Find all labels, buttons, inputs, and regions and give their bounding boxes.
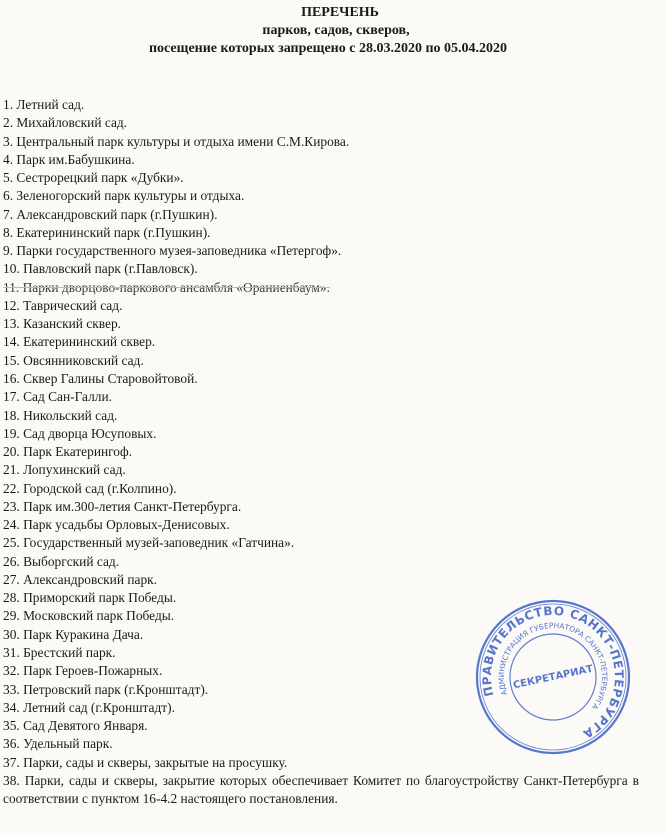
list-item: 7. Александровский парк (г.Пушкин).	[3, 206, 218, 222]
list-item: 16. Сквер Галины Старовойтовой.	[3, 370, 198, 386]
stamp-outer-text: ПРАВИТЕЛЬСТВО САНКТ-ПЕТЕРБУРГА	[479, 603, 627, 742]
list-item: 9. Парки государственного музея-заповедника «Петергоф».	[3, 243, 342, 259]
list-item: 32. Парк Героев-Пожарных.	[3, 663, 163, 679]
list-item: 30. Парк Куракина Дача.	[3, 626, 144, 642]
list-item: 12. Таврический сад.	[3, 297, 123, 313]
list-item: 31. Брестский парк.	[3, 644, 116, 660]
list-item: 5. Сестрорецкий парк «Дубки».	[3, 170, 184, 186]
list-item: 21. Лопухинский сад.	[3, 462, 126, 478]
document-period: посещение которых запрещено с 28.03.2020 по 05.04.2020	[148, 41, 508, 56]
list-item: 6. Зеленогорский парк культуры и отдыха.	[3, 188, 245, 204]
list-item: 8. Екатерининский парк (г.Пушкин).	[3, 224, 211, 240]
list-item: 28. Приморский парк Победы.	[3, 590, 177, 606]
list-item: 15. Овсянниковский сад.	[3, 352, 144, 368]
list-item: 27. Александровский парк.	[3, 571, 158, 587]
list-item-struck: 11. Парки дворцово-паркового ансамбля «Ораниенбаум».	[3, 279, 330, 295]
document-title: ПЕРЕЧЕНЬ	[301, 5, 379, 20]
list-item: 20. Парк Екатерингоф.	[3, 444, 133, 460]
list-item: 33. Петровский парк (г.Кронштадт).	[3, 681, 209, 697]
list-item: 4. Парк им.Бабушкина.	[3, 151, 135, 167]
list-item: 13. Казанский сквер.	[3, 316, 121, 332]
document-subtitle: парков, садов, скверов,	[262, 23, 410, 38]
list-item: 23. Парк им.300-летия Санкт-Петербурга.	[3, 498, 242, 514]
list-item: 34. Летний сад (г.Кронштадт).	[3, 699, 175, 715]
list-item: 25. Государственный музей-заповедник «Гатчина».	[3, 535, 295, 551]
list-item: 10. Павловский парк (г.Павловск).	[3, 261, 198, 277]
list-item: 19. Сад дворца Юсуповых.	[3, 425, 157, 441]
list-item: 29. Московский парк Победы.	[3, 608, 175, 624]
list-item: 24. Парк усадьбы Орловых-Денисовых.	[3, 517, 230, 533]
list-item: 38. Парки, сады и скверы, закрытие которых обеспечивает Комитет по благоустройству Санкт-Петербурга в соответствии с пунктом 16-4.2 настоящего постановления.	[3, 772, 639, 806]
list-item: 14. Екатерининский сквер.	[3, 334, 156, 350]
list-item: 37. Парки, сады и скверы, закрытые на просушку.	[3, 754, 288, 770]
list-item: 17. Сад Сан-Галли.	[3, 389, 112, 405]
document-header	[0, 4, 666, 58]
list-item: 26. Выборгский сад.	[3, 553, 120, 569]
list-item: 1. Летний сад.	[3, 97, 85, 112]
list-item: 18. Никольский сад.	[3, 407, 118, 423]
list-item: 2. Михайловский сад.	[3, 115, 128, 131]
stamp-inner-text: АДМИНИСТРАЦИЯ ГУБЕРНАТОРА САНКТ-ПЕТЕРБУРГА	[496, 620, 610, 712]
list-item: 22. Городской сад (г.Колпино).	[3, 480, 177, 496]
stamp-center-text: СЕКРЕТАРИАТ	[512, 663, 595, 692]
list-item: 3. Центральный парк культуры и отдыха имени С.М.Кирова.	[3, 133, 350, 149]
list-item: 35. Сад Девятого Января.	[3, 718, 148, 734]
official-stamp	[473, 597, 633, 757]
list-item: 36. Удельный парк.	[3, 736, 113, 752]
